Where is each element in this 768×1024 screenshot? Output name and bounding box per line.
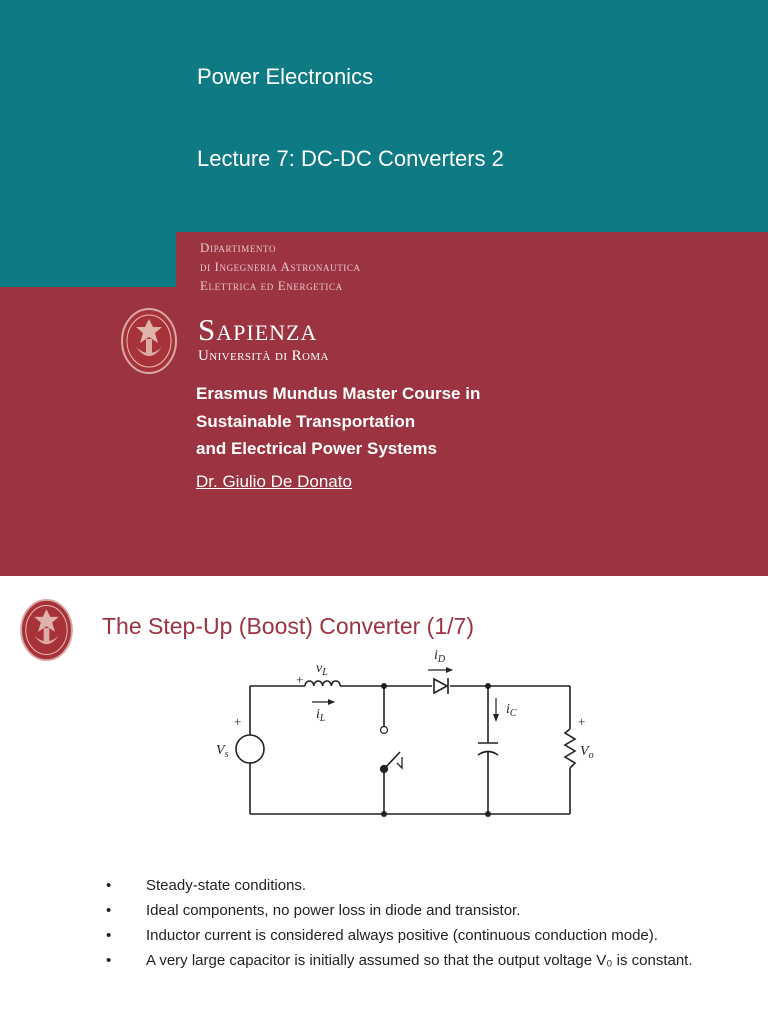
bullet-icon: • — [106, 902, 112, 919]
current-arrows — [312, 667, 499, 722]
teal-header-notch — [0, 232, 176, 287]
university-name: Sapienza — [198, 312, 318, 347]
department-name — [200, 238, 361, 295]
plus-sign: + — [578, 714, 586, 729]
svg-text:vL: $v_L$ — [316, 661, 328, 678]
plus-sign: + — [296, 672, 304, 687]
svg-text:iL: $i_L$ — [316, 707, 326, 724]
master-course-line: Sustainable Transportation — [196, 411, 416, 431]
circuit-wires — [250, 686, 570, 814]
sapienza-seal-icon — [19, 598, 74, 662]
list-item: • A very large capacitor is initially assumed so that the output voltage V₀ is constant. — [106, 952, 693, 969]
author-link[interactable]: Dr. Giulio De Donato — [196, 472, 352, 491]
teal-header-band — [0, 0, 768, 232]
boost-converter-circuit-diagram — [200, 642, 610, 822]
bullet-list — [100, 876, 723, 976]
bullet-icon: • — [106, 927, 112, 944]
slide-title: The Step-Up (Boost) Converter (1/7) — [102, 613, 474, 639]
department-line: Elettrica ed Energetica — [200, 278, 343, 293]
svg-text:Vs: $V_s$ — [216, 743, 229, 760]
junction-dots — [381, 683, 491, 817]
resistor-symbol — [565, 729, 575, 768]
master-course-block — [196, 380, 480, 463]
svg-text:iD: $i_D$ — [434, 648, 446, 665]
list-item: • Inductor current is considered always positive (continuous conduction mode). — [106, 927, 658, 944]
master-course-line: Erasmus Mundus Master Course in — [196, 384, 481, 403]
university-subtitle: Università di Roma — [198, 348, 329, 364]
course-title: Power Electronics — [197, 64, 374, 89]
circuit-labels — [216, 648, 594, 761]
list-item: • Ideal components, no power loss in diode and transistor. — [106, 902, 521, 919]
department-line: Dipartimento — [200, 240, 277, 255]
diode-symbol — [434, 678, 448, 694]
lecture-title: Lecture 7: DC-DC Converters 2 — [197, 146, 504, 171]
bullet-icon: • — [106, 952, 112, 969]
voltage-source-symbol — [236, 735, 264, 763]
sapienza-seal-icon — [120, 307, 178, 375]
bullet-icon: • — [106, 877, 112, 894]
svg-text:iC: $i_C$ — [506, 702, 517, 719]
content-slide — [0, 576, 768, 1024]
department-line: di Ingegneria Astronautica — [200, 259, 361, 274]
inductor-symbol — [305, 681, 340, 686]
list-item: • Steady-state conditions. — [106, 877, 307, 894]
plus-sign: + — [234, 714, 242, 729]
master-course-line: and Electrical Power Systems — [196, 439, 437, 458]
transistor-switch-symbol — [381, 727, 403, 773]
svg-text:Vo: $V_o$ — [580, 744, 594, 761]
